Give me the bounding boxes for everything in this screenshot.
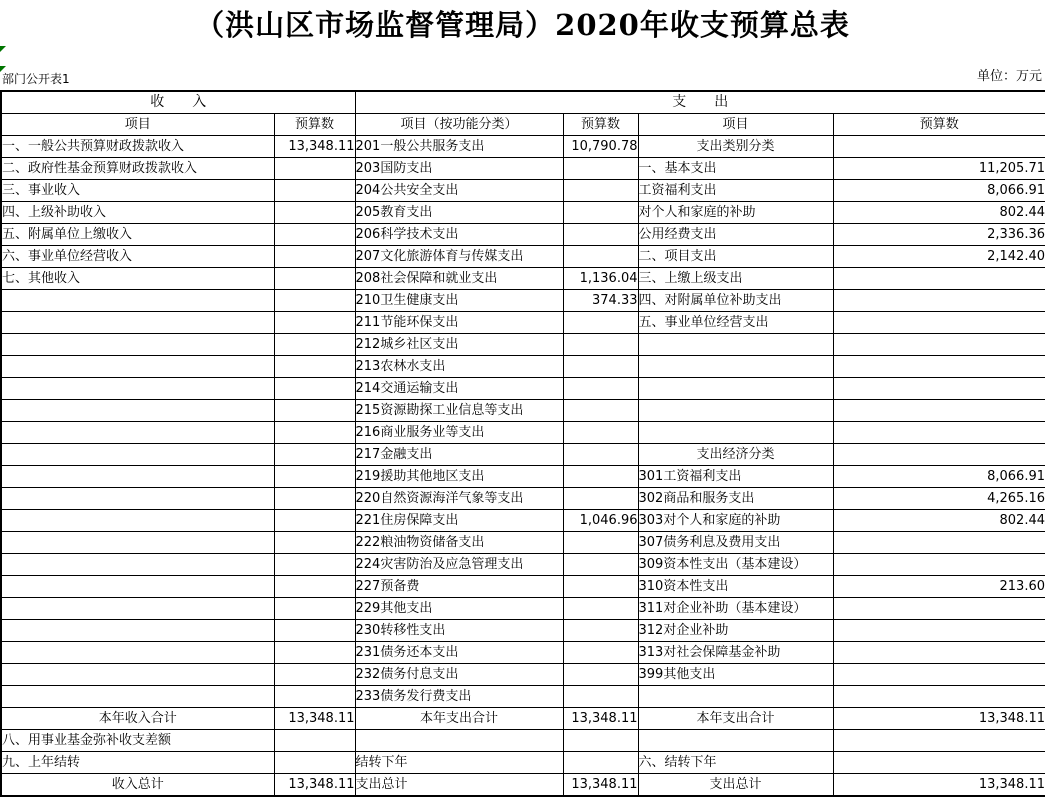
income-item-cell <box>1 576 274 598</box>
income-item-cell: 五、附属单位上缴收入 <box>1 224 274 246</box>
table-row <box>1 554 1045 576</box>
table-row <box>1 730 1045 752</box>
page-title: （洪山区市场监督管理局）2020年收支预算总表 <box>195 8 850 42</box>
class-amount-cell <box>833 334 1045 356</box>
function-amount-cell <box>563 620 638 642</box>
income-item-cell <box>1 444 274 466</box>
income-item-cell <box>1 422 274 444</box>
income-amount-cell <box>274 510 355 532</box>
function-amount-cell <box>563 576 638 598</box>
table-row <box>1 268 1045 290</box>
function-item-cell: 211节能环保支出 <box>355 312 563 334</box>
function-amount-cell: 13,348.11 <box>563 708 638 730</box>
class-item-cell <box>638 400 833 422</box>
class-amount-cell: 13,348.11 <box>833 774 1045 797</box>
income-amount-cell <box>274 730 355 752</box>
function-item-cell: 221住房保障支出 <box>355 510 563 532</box>
table-row <box>1 444 1045 466</box>
function-amount-cell <box>563 400 638 422</box>
income-amount-cell: 13,348.11 <box>274 136 355 158</box>
income-item-cell <box>1 664 274 686</box>
class-amount-cell: 2,336.36 <box>833 224 1045 246</box>
class-item-cell: 本年支出合计 <box>638 708 833 730</box>
table-row <box>1 378 1045 400</box>
function-amount-cell <box>563 664 638 686</box>
class-item-cell: 六、结转下年 <box>638 752 833 774</box>
class-amount-cell: 8,066.91 <box>833 180 1045 202</box>
income-item-cell: 四、上级补助收入 <box>1 202 274 224</box>
function-item-cell: 本年支出合计 <box>355 708 563 730</box>
class-amount-cell: 13,348.11 <box>833 708 1045 730</box>
income-item-cell <box>1 620 274 642</box>
income-amount-cell <box>274 202 355 224</box>
class-item-cell: 支出总计 <box>638 774 833 797</box>
class-item-cell: 312对企业补助 <box>638 620 833 642</box>
class-amount-cell <box>833 664 1045 686</box>
class-amount-cell: 11,205.71 <box>833 158 1045 180</box>
class-amount-cell <box>833 554 1045 576</box>
income-item-cell: 一、一般公共预算财政拨款收入 <box>1 136 274 158</box>
function-item-cell: 216商业服务业等支出 <box>355 422 563 444</box>
col-header-income-item: 项目 <box>1 114 274 136</box>
function-item-cell: 结转下年 <box>355 752 563 774</box>
class-item-cell: 399其他支出 <box>638 664 833 686</box>
function-item-cell: 210卫生健康支出 <box>355 290 563 312</box>
table-row <box>1 466 1045 488</box>
income-item-cell: 三、事业收入 <box>1 180 274 202</box>
table-row <box>1 576 1045 598</box>
income-amount-cell <box>274 620 355 642</box>
class-item-cell: 302商品和服务支出 <box>638 488 833 510</box>
function-item-cell: 201一般公共服务支出 <box>355 136 563 158</box>
table-row <box>1 510 1045 532</box>
income-item-cell: 六、事业单位经营收入 <box>1 246 274 268</box>
function-amount-cell <box>563 532 638 554</box>
income-item-cell: 本年收入合计 <box>1 708 274 730</box>
function-item-cell: 230转移性支出 <box>355 620 563 642</box>
function-amount-cell <box>563 686 638 708</box>
function-item-cell: 231债务还本支出 <box>355 642 563 664</box>
class-item-cell: 二、项目支出 <box>638 246 833 268</box>
table-row <box>1 312 1045 334</box>
function-item-cell: 207文化旅游体育与传媒支出 <box>355 246 563 268</box>
function-amount-cell <box>563 466 638 488</box>
income-amount-cell: 13,348.11 <box>274 708 355 730</box>
function-amount-cell: 374.33 <box>563 290 638 312</box>
income-item-cell: 二、政府性基金预算财政拨款收入 <box>1 158 274 180</box>
class-item-cell: 311对企业补助（基本建设） <box>638 598 833 620</box>
income-amount-cell <box>274 356 355 378</box>
class-item-cell: 309资本性支出（基本建设） <box>638 554 833 576</box>
income-amount-cell <box>274 180 355 202</box>
function-item-cell: 227预备费 <box>355 576 563 598</box>
class-amount-cell <box>833 268 1045 290</box>
function-amount-cell: 13,348.11 <box>563 774 638 797</box>
function-item-cell: 229其他支出 <box>355 598 563 620</box>
class-item-cell: 四、对附属单位补助支出 <box>638 290 833 312</box>
function-item-cell: 217金融支出 <box>355 444 563 466</box>
function-amount-cell: 1,136.04 <box>563 268 638 290</box>
class-item-cell: 313对社会保障基金补助 <box>638 642 833 664</box>
table-row <box>1 774 1045 797</box>
budget-table <box>0 90 1045 797</box>
income-item-cell <box>1 554 274 576</box>
function-amount-cell <box>563 334 638 356</box>
income-item-cell <box>1 532 274 554</box>
function-item-cell: 208社会保障和就业支出 <box>355 268 563 290</box>
function-item-cell: 206科学技术支出 <box>355 224 563 246</box>
income-item-cell: 九、上年结转 <box>1 752 274 774</box>
table-row <box>1 620 1045 642</box>
function-amount-cell: 10,790.78 <box>563 136 638 158</box>
class-amount-cell <box>833 422 1045 444</box>
function-amount-cell <box>563 158 638 180</box>
function-item-cell: 215资源勘探工业信息等支出 <box>355 400 563 422</box>
table-row <box>1 664 1045 686</box>
class-item-cell <box>638 334 833 356</box>
income-amount-cell <box>274 378 355 400</box>
function-item-cell: 219援助其他地区支出 <box>355 466 563 488</box>
income-item-cell <box>1 378 274 400</box>
class-item-cell: 支出类别分类 <box>638 136 833 158</box>
table-row <box>1 400 1045 422</box>
income-amount-cell <box>274 268 355 290</box>
col-header-function-budget: 预算数 <box>563 114 638 136</box>
section-header-row <box>1 91 1045 114</box>
function-amount-cell <box>563 224 638 246</box>
class-item-cell: 公用经费支出 <box>638 224 833 246</box>
function-item-cell: 支出总计 <box>355 774 563 797</box>
class-item-cell <box>638 378 833 400</box>
function-item-cell <box>355 730 563 752</box>
class-item-cell: 工资福利支出 <box>638 180 833 202</box>
class-amount-cell <box>833 620 1045 642</box>
function-amount-cell <box>563 444 638 466</box>
function-amount-cell <box>563 312 638 334</box>
class-amount-cell <box>833 378 1045 400</box>
function-amount-cell <box>563 378 638 400</box>
table-row <box>1 290 1045 312</box>
income-item-cell <box>1 686 274 708</box>
function-amount-cell <box>563 180 638 202</box>
income-amount-cell <box>274 334 355 356</box>
function-amount-cell <box>563 642 638 664</box>
class-item-cell: 支出经济分类 <box>638 444 833 466</box>
function-item-cell: 204公共安全支出 <box>355 180 563 202</box>
function-amount-cell: 1,046.96 <box>563 510 638 532</box>
class-amount-cell <box>833 686 1045 708</box>
class-amount-cell <box>833 598 1045 620</box>
income-amount-cell <box>274 246 355 268</box>
income-amount-cell <box>274 422 355 444</box>
income-amount-cell <box>274 158 355 180</box>
class-item-cell: 一、基本支出 <box>638 158 833 180</box>
table-row <box>1 422 1045 444</box>
income-amount-cell <box>274 400 355 422</box>
function-item-cell: 203国防支出 <box>355 158 563 180</box>
function-amount-cell <box>563 488 638 510</box>
class-amount-cell <box>833 290 1045 312</box>
class-amount-cell <box>833 444 1045 466</box>
class-amount-cell: 802.44 <box>833 510 1045 532</box>
table-row <box>1 686 1045 708</box>
col-header-function-item: 项目（按功能分类） <box>355 114 563 136</box>
table-row <box>1 246 1045 268</box>
col-header-class-item: 项目 <box>638 114 833 136</box>
income-item-cell <box>1 334 274 356</box>
table-row <box>1 488 1045 510</box>
unit-label: 单位：万元 <box>976 69 1042 84</box>
income-amount-cell <box>274 642 355 664</box>
function-item-cell: 213农林水支出 <box>355 356 563 378</box>
table-row <box>1 158 1045 180</box>
class-amount-cell: 213.60 <box>833 576 1045 598</box>
income-amount-cell <box>274 290 355 312</box>
income-amount-cell <box>274 466 355 488</box>
table-row <box>1 136 1045 158</box>
expenditure-section-header: 支 出 <box>355 91 1045 114</box>
income-amount-cell <box>274 488 355 510</box>
class-amount-cell <box>833 730 1045 752</box>
income-amount-cell: 13,348.11 <box>274 774 355 797</box>
col-header-class-budget: 预算数 <box>833 114 1045 136</box>
class-amount-cell <box>833 532 1045 554</box>
income-item-cell <box>1 510 274 532</box>
income-amount-cell <box>274 444 355 466</box>
income-item-cell: 七、其他收入 <box>1 268 274 290</box>
col-header-income-budget: 预算数 <box>274 114 355 136</box>
income-item-cell <box>1 466 274 488</box>
income-amount-cell <box>274 554 355 576</box>
function-item-cell: 214交通运输支出 <box>355 378 563 400</box>
function-item-cell: 220自然资源海洋气象等支出 <box>355 488 563 510</box>
function-amount-cell <box>563 598 638 620</box>
column-header-row <box>1 114 1045 136</box>
table-row <box>1 708 1045 730</box>
class-amount-cell <box>833 312 1045 334</box>
income-amount-cell <box>274 686 355 708</box>
class-amount-cell: 2,142.40 <box>833 246 1045 268</box>
class-item-cell: 五、事业单位经营支出 <box>638 312 833 334</box>
income-item-cell <box>1 488 274 510</box>
table-row <box>1 180 1045 202</box>
table-row <box>1 598 1045 620</box>
class-item-cell: 310资本性支出 <box>638 576 833 598</box>
function-item-cell: 212城乡社区支出 <box>355 334 563 356</box>
function-item-cell: 205教育支出 <box>355 202 563 224</box>
class-amount-cell <box>833 400 1045 422</box>
income-amount-cell <box>274 224 355 246</box>
class-item-cell: 301工资福利支出 <box>638 466 833 488</box>
table-row <box>1 752 1045 774</box>
table-row <box>1 532 1045 554</box>
income-amount-cell <box>274 664 355 686</box>
income-amount-cell <box>274 312 355 334</box>
table-row <box>1 202 1045 224</box>
function-amount-cell <box>563 202 638 224</box>
sheet-label: 部门公开表1 <box>2 72 70 86</box>
class-item-cell: 307债务利息及费用支出 <box>638 532 833 554</box>
class-amount-cell <box>833 752 1045 774</box>
income-amount-cell <box>274 752 355 774</box>
class-amount-cell <box>833 642 1045 664</box>
table-row <box>1 356 1045 378</box>
function-item-cell: 233债务发行费支出 <box>355 686 563 708</box>
table-row <box>1 224 1045 246</box>
function-item-cell: 232债务付息支出 <box>355 664 563 686</box>
function-amount-cell <box>563 356 638 378</box>
income-item-cell <box>1 400 274 422</box>
class-amount-cell: 802.44 <box>833 202 1045 224</box>
class-item-cell: 三、上缴上级支出 <box>638 268 833 290</box>
class-item-cell <box>638 356 833 378</box>
income-section-header: 收 入 <box>1 91 355 114</box>
table-row <box>1 642 1045 664</box>
class-amount-cell: 8,066.91 <box>833 466 1045 488</box>
income-item-cell <box>1 598 274 620</box>
class-amount-cell: 4,265.16 <box>833 488 1045 510</box>
comment-flag-icon <box>0 46 6 52</box>
income-amount-cell <box>274 598 355 620</box>
function-amount-cell <box>563 246 638 268</box>
class-item-cell: 303对个人和家庭的补助 <box>638 510 833 532</box>
income-amount-cell <box>274 532 355 554</box>
class-item-cell <box>638 686 833 708</box>
function-amount-cell <box>563 422 638 444</box>
income-item-cell <box>1 312 274 334</box>
income-item-cell <box>1 356 274 378</box>
class-amount-cell <box>833 136 1045 158</box>
function-item-cell: 222粮油物资储备支出 <box>355 532 563 554</box>
class-item-cell <box>638 730 833 752</box>
income-item-cell: 收入总计 <box>1 774 274 797</box>
table-row <box>1 334 1045 356</box>
class-amount-cell <box>833 356 1045 378</box>
class-item-cell <box>638 422 833 444</box>
function-amount-cell <box>563 730 638 752</box>
function-item-cell: 224灾害防治及应急管理支出 <box>355 554 563 576</box>
income-item-cell <box>1 290 274 312</box>
function-amount-cell <box>563 752 638 774</box>
function-amount-cell <box>563 554 638 576</box>
income-amount-cell <box>274 576 355 598</box>
income-item-cell <box>1 642 274 664</box>
class-item-cell: 对个人和家庭的补助 <box>638 202 833 224</box>
income-item-cell: 八、用事业基金弥补收支差额 <box>1 730 274 752</box>
